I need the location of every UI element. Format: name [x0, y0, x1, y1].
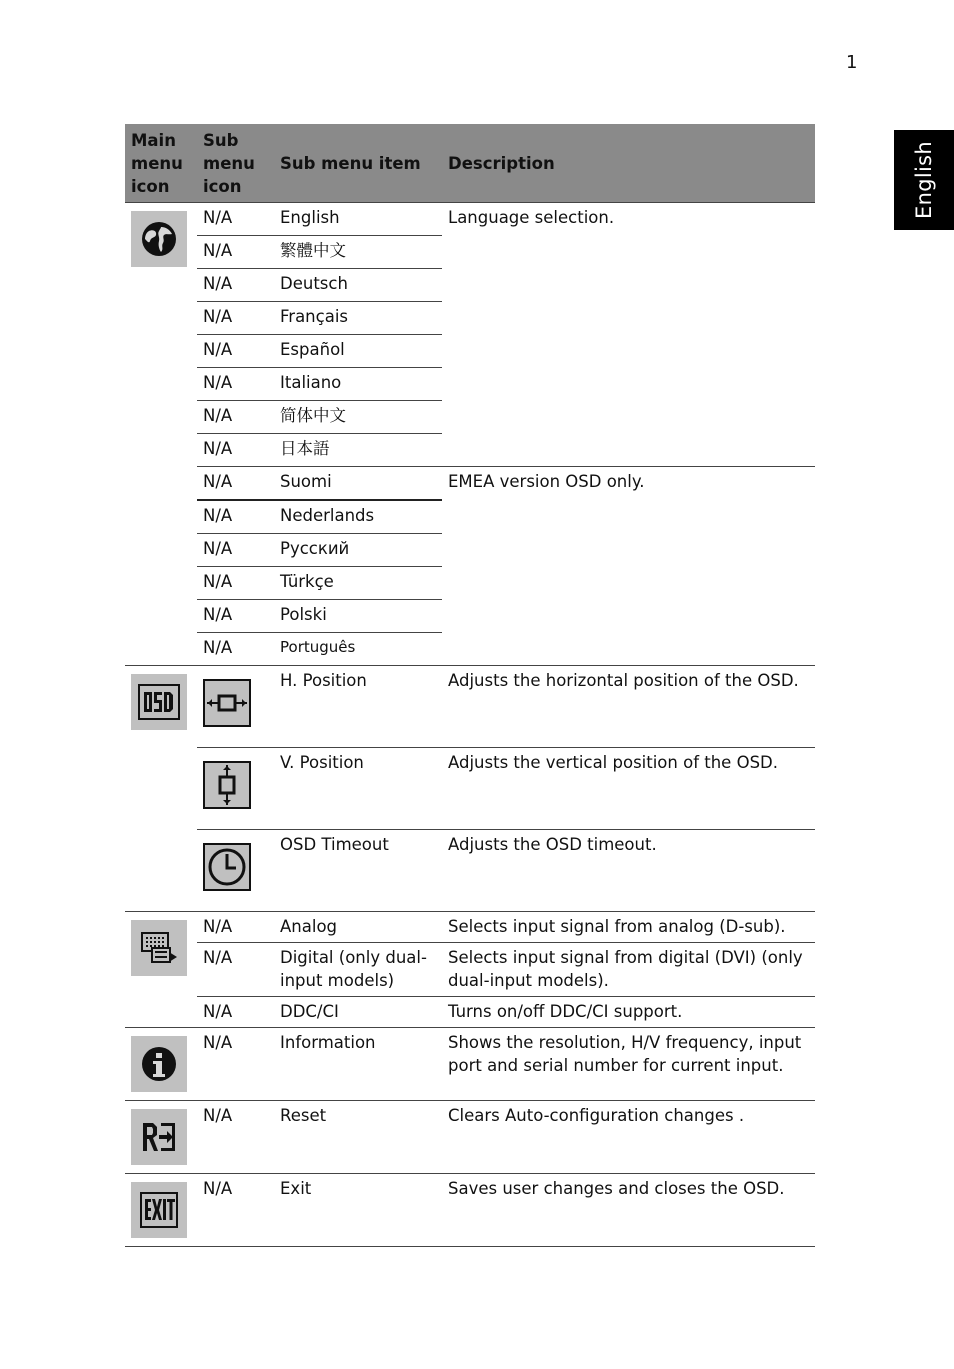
language-option-portuguese: Português [274, 633, 442, 666]
h-position-icon [203, 679, 251, 727]
table-row [125, 1174, 815, 1247]
description: EMEA version OSD only. [442, 467, 815, 666]
v-position-icon [203, 761, 251, 809]
info-icon [131, 1036, 187, 1092]
submenu-item: Information [274, 1028, 442, 1101]
information-main-icon-cell [125, 1028, 197, 1101]
sub-icon-value: N/A [197, 335, 274, 368]
side-tab-label: English [912, 141, 936, 219]
osd-main-icon-cell [125, 666, 197, 912]
description: Adjusts the OSD timeout. [442, 830, 815, 912]
language-option-traditional-chinese: 繁體中文 [274, 236, 442, 269]
sub-icon-value: N/A [197, 1174, 274, 1247]
exit-icon [131, 1182, 187, 1238]
description: Selects input signal from digital (DVI) (only dual-input models). [442, 943, 815, 997]
globe-icon [131, 211, 187, 267]
submenu-item: Exit [274, 1174, 442, 1247]
sub-icon-value: N/A [197, 1101, 274, 1174]
description: Saves user changes and closes the OSD. [442, 1174, 815, 1247]
table-row [125, 203, 815, 236]
sub-icon-value: N/A [197, 943, 274, 997]
page-number: 1 [846, 52, 858, 73]
sub-icon-value: N/A [197, 434, 274, 467]
sub-icon-value: N/A [197, 269, 274, 302]
table-row [125, 830, 815, 912]
sub-icon-value: N/A [197, 368, 274, 401]
sub-icon-cell [197, 748, 274, 830]
language-main-icon-cell [125, 203, 197, 666]
language-option-russian: Русский [274, 534, 442, 567]
sub-icon-value: N/A [197, 600, 274, 633]
language-option-finnish: Suomi [274, 467, 442, 501]
header-main-icon: Main menu icon [125, 124, 197, 203]
header-description: Description [442, 124, 815, 203]
submenu-item: OSD Timeout [274, 830, 442, 912]
table-row [125, 1101, 815, 1174]
table-row [125, 997, 815, 1028]
table-row [125, 912, 815, 943]
submenu-item: H. Position [274, 666, 442, 748]
language-option-simplified-chinese: 简体中文 [274, 401, 442, 434]
description: Turns on/off DDC/CI support. [442, 997, 815, 1028]
language-side-tab [894, 130, 954, 230]
input-main-icon-cell [125, 912, 197, 1028]
sub-icon-value: N/A [197, 633, 274, 666]
reset-icon [131, 1109, 187, 1165]
sub-icon-value: N/A [197, 203, 274, 236]
sub-icon-value: N/A [197, 467, 274, 501]
table-row [125, 748, 815, 830]
description: Language selection. [442, 203, 815, 467]
sub-icon-value: N/A [197, 567, 274, 600]
language-option-dutch: Nederlands [274, 500, 442, 534]
osd-menu-table [125, 124, 815, 1247]
table-row [125, 1028, 815, 1101]
input-select-icon [131, 920, 187, 976]
table-row [125, 943, 815, 997]
exit-main-icon-cell [125, 1174, 197, 1247]
language-option-german: Deutsch [274, 269, 442, 302]
description: Selects input signal from analog (D-sub). [442, 912, 815, 943]
sub-icon-value: N/A [197, 500, 274, 534]
submenu-item: Analog [274, 912, 442, 943]
language-option-turkish: Türkçe [274, 567, 442, 600]
sub-icon-value: N/A [197, 997, 274, 1028]
submenu-item: Reset [274, 1101, 442, 1174]
description: Shows the resolution, H/V frequency, input port and serial number for current input. [442, 1028, 815, 1101]
submenu-item: V. Position [274, 748, 442, 830]
table-row [125, 467, 815, 501]
sub-icon-value: N/A [197, 912, 274, 943]
language-option-english: English [274, 203, 442, 236]
sub-icon-value: N/A [197, 534, 274, 567]
sub-icon-value: N/A [197, 236, 274, 269]
table-row [125, 666, 815, 748]
language-option-spanish: Español [274, 335, 442, 368]
sub-icon-value: N/A [197, 1028, 274, 1101]
submenu-item: DDC/CI [274, 997, 442, 1028]
language-option-polish: Polski [274, 600, 442, 633]
language-option-french: Français [274, 302, 442, 335]
sub-icon-value: N/A [197, 401, 274, 434]
sub-icon-value: N/A [197, 302, 274, 335]
sub-icon-cell [197, 830, 274, 912]
clock-icon [203, 843, 251, 891]
language-option-italian: Italiano [274, 368, 442, 401]
description: Adjusts the vertical position of the OSD. [442, 748, 815, 830]
reset-main-icon-cell [125, 1101, 197, 1174]
header-sub-icon: Sub menu icon [197, 124, 274, 203]
description: Clears Auto-configuration changes . [442, 1101, 815, 1174]
osd-icon [131, 674, 187, 730]
submenu-item: Digital (only dual-input models) [274, 943, 442, 997]
header-item: Sub menu item [274, 124, 442, 203]
table-header-row [125, 124, 815, 203]
sub-icon-cell [197, 666, 274, 748]
description: Adjusts the horizontal position of the OSD. [442, 666, 815, 748]
language-option-japanese: 日本語 [274, 434, 442, 467]
